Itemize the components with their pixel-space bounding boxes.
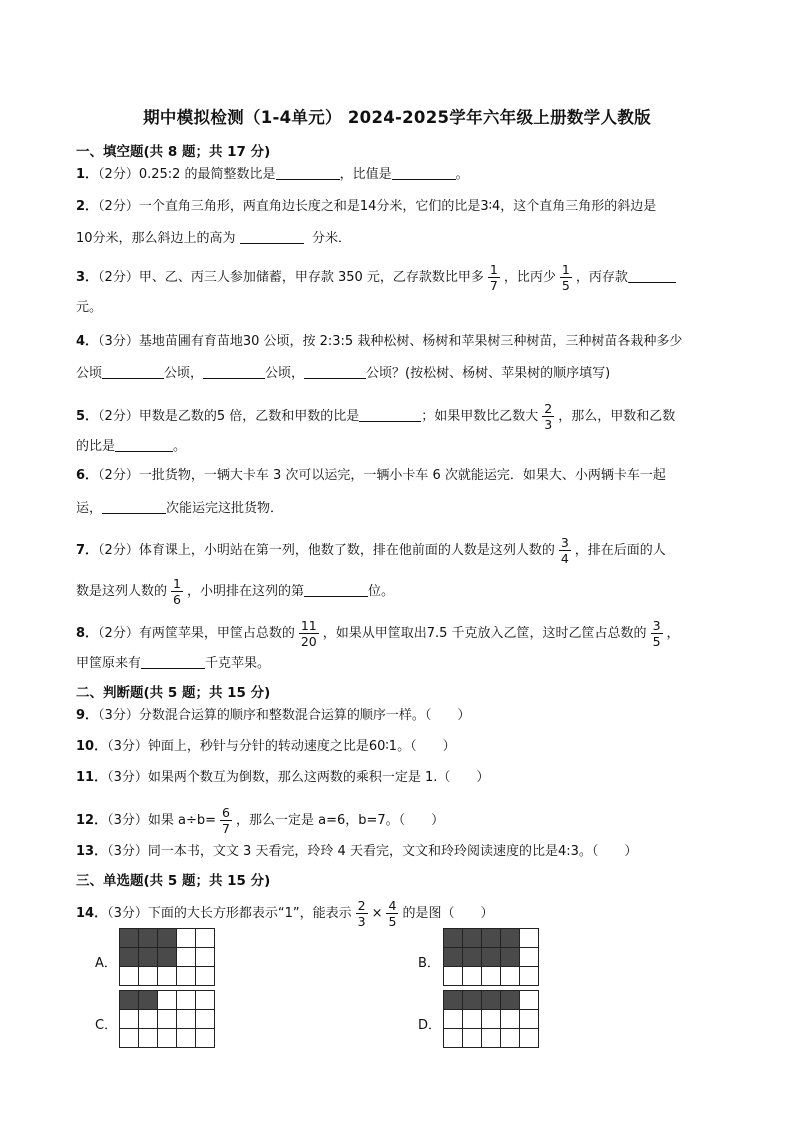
answer-blank[interactable] — [392, 165, 456, 180]
q-text: 甲数是乙数的5 倍，乙数和甲数的比是 — [138, 409, 360, 424]
denominator: 7 — [222, 821, 230, 836]
q-score: （2分） — [98, 468, 139, 483]
fraction — [651, 618, 663, 649]
q-text: ，那么，甲数和乙数 — [558, 409, 676, 424]
answer-blank[interactable] — [359, 407, 421, 422]
question-4 — [76, 333, 682, 351]
q-text: 元。 — [76, 300, 103, 315]
numerator: 11 — [300, 618, 317, 633]
question-12 — [76, 805, 444, 836]
option-d-grid[interactable] — [443, 990, 539, 1048]
q-text: 公顷？(按松树、杨树、苹果树的顺序填写) — [366, 366, 611, 381]
answer-blank[interactable] — [203, 364, 265, 379]
q-text: 运， — [76, 501, 103, 516]
numerator: 1 — [561, 262, 570, 277]
fraction — [488, 262, 500, 293]
numerator: 1 — [489, 262, 498, 277]
denominator: 3 — [357, 914, 366, 929]
q-score: （2分） — [98, 409, 139, 424]
q-text: ，比丙少 — [503, 270, 556, 285]
q-text: 一批货物，一辆大卡车 3 次可以运完，一辆小卡车 6 次就能运完．如果大、小两辆卡车一起 — [138, 468, 666, 483]
page-title: 期中模拟检测（1-4单元） 2024-2025学年六年级上册数学人教版 — [143, 108, 651, 127]
q-score: （3分） — [107, 906, 148, 921]
q-score: （3分） — [107, 770, 148, 785]
q-number: 2． — [76, 199, 99, 214]
q-number: 8． — [76, 626, 99, 641]
q-number: 12． — [76, 813, 108, 828]
denominator: 7 — [489, 278, 498, 293]
q-number: 4． — [76, 334, 99, 349]
q-number: 6． — [76, 468, 99, 483]
fraction — [299, 618, 319, 649]
q-text: 如果两个数互为倒数，那么这两数的乘积一定是 1.（ ） — [147, 770, 490, 785]
q-number: 9． — [76, 708, 99, 723]
q-text: 公顷， — [164, 366, 204, 381]
answer-blank[interactable] — [141, 654, 205, 669]
q-text: ，比值是 — [339, 167, 392, 182]
question-3-cont — [76, 299, 102, 317]
answer-blank[interactable] — [628, 268, 676, 283]
q-text: ，丙存款 — [575, 270, 628, 285]
q-text: 。 — [173, 439, 187, 454]
q-text: ，那么一定是 a=6，b=7。（ ） — [235, 813, 445, 828]
section-single-choice: 三、单选题(共 5 题；共 15 分) — [76, 873, 271, 889]
q-score: （2分） — [98, 167, 139, 182]
answer-blank[interactable] — [276, 165, 340, 180]
denominator: 4 — [560, 551, 569, 566]
q-text: 甲、乙、丙三人参加储蓄，甲存款 350 元，乙存款数比甲多 — [138, 270, 484, 285]
question-5 — [76, 401, 675, 432]
q-text: ；如果甲数比乙数大 — [421, 409, 539, 424]
option-d-label[interactable]: D． — [418, 1018, 442, 1033]
q-number: 10． — [76, 739, 108, 754]
q-text: 钟面上，秒针与分针的转动速度之比是60∶1。（ ） — [147, 739, 456, 754]
answer-blank[interactable] — [115, 437, 173, 452]
q-text: 下面的大长方形都表示“1”，能表示 — [147, 906, 352, 921]
fraction — [542, 401, 554, 432]
q-score: （2分） — [98, 270, 139, 285]
option-a-grid[interactable] — [119, 928, 215, 986]
numerator: 4 — [388, 898, 397, 913]
question-14 — [76, 898, 493, 929]
denominator: 5 — [652, 634, 661, 649]
question-13 — [76, 843, 637, 861]
answer-blank[interactable] — [240, 229, 304, 244]
denominator: 20 — [300, 634, 317, 649]
numerator: 2 — [357, 898, 366, 913]
question-2-cont — [76, 229, 351, 248]
q-score: （3分） — [107, 813, 148, 828]
q-text: 10分米，那么斜边上的高为 — [76, 231, 236, 246]
numerator: 3 — [560, 535, 569, 550]
q-text: 有两筐苹果，甲筐占总数的 — [138, 626, 295, 641]
q-text: ，小明排在这列的第 — [186, 584, 304, 599]
question-8 — [76, 618, 680, 649]
numerator: 3 — [652, 618, 661, 633]
question-5-cont — [76, 437, 186, 456]
question-9 — [76, 707, 470, 725]
q-text: 0.25:2 的最简整数比是 — [138, 167, 276, 182]
numerator: 2 — [544, 401, 553, 416]
option-b-grid[interactable] — [443, 928, 539, 986]
section-true-false: 二、判断题(共 5 题；共 15 分) — [76, 685, 271, 701]
fraction — [356, 898, 368, 929]
question-6-cont — [76, 499, 283, 518]
multiply-sign: × — [371, 906, 383, 921]
numerator: 6 — [222, 805, 230, 820]
q-text: 位。 — [367, 584, 394, 599]
question-7-cont — [76, 576, 394, 607]
q-text: 的是图（ ） — [402, 906, 494, 921]
answer-blank[interactable] — [102, 499, 166, 514]
denominator: 5 — [561, 278, 570, 293]
q-score: （3分） — [107, 739, 148, 754]
q-number: 11． — [76, 770, 108, 785]
q-number: 14． — [76, 906, 108, 921]
option-b-label[interactable]: B． — [418, 956, 440, 971]
option-c-grid[interactable] — [119, 990, 215, 1048]
q-text: ，排在后面的人 — [574, 543, 666, 558]
q-text: 数是这列人数的 — [76, 584, 168, 599]
q-text: 基地苗圃有育苗地30 公顷，按 2:3:5 栽种松树、杨树和苹果树三种树苗，三种树苗各栽种多少 — [138, 334, 683, 349]
q-text: 公顷， — [265, 366, 305, 381]
fraction — [386, 898, 398, 929]
option-a-label[interactable]: A． — [95, 956, 117, 971]
denominator: 6 — [173, 592, 181, 607]
q-text: 甲筐原来有 — [76, 656, 142, 671]
question-3 — [76, 262, 676, 293]
q-text: 公顷 — [76, 366, 103, 381]
question-2 — [76, 198, 656, 216]
fraction — [171, 576, 183, 607]
q-score: （3分） — [98, 334, 139, 349]
q-score: （2分） — [98, 543, 139, 558]
q-text: 分数混合运算的顺序和整数混合运算的顺序一样。（ ） — [138, 708, 471, 723]
q-number: 1． — [76, 167, 99, 182]
q-score: （2分） — [98, 626, 139, 641]
q-text: 千克苹果。 — [205, 656, 271, 671]
fraction — [220, 805, 232, 836]
q-score: （2分） — [98, 199, 139, 214]
q-text: 同一本书，文文 3 天看完，玲玲 4 天看完，文文和玲玲阅读速度的比是4:3。（ ） — [147, 844, 638, 859]
question-8-cont — [76, 654, 270, 673]
q-text: ， — [666, 626, 680, 641]
q-number: 5． — [76, 409, 99, 424]
q-text: 的比是 — [76, 439, 116, 454]
q-text: 。 — [455, 167, 469, 182]
q-text: 分米． — [311, 231, 351, 246]
answer-blank[interactable] — [304, 364, 366, 379]
denominator: 5 — [388, 914, 397, 929]
q-text: ，如果从甲筐取出7.5 千克放入乙筐，这时乙筐占总数的 — [322, 626, 647, 641]
denominator: 3 — [544, 417, 553, 432]
q-number: 13． — [76, 844, 108, 859]
answer-blank[interactable] — [304, 582, 368, 597]
q-text: 一个直角三角形，两直角边长度之和是14分米，它们的比是3∶4，这个直角三角形的斜边是 — [138, 199, 657, 214]
answer-blank[interactable] — [102, 364, 164, 379]
question-10 — [76, 738, 456, 756]
question-6 — [76, 467, 666, 485]
numerator: 1 — [173, 576, 181, 591]
fraction — [559, 535, 571, 566]
question-4-cont — [76, 364, 610, 383]
q-score: （3分） — [98, 708, 139, 723]
section-fill-in: 一、填空题(共 8 题；共 17 分) — [76, 144, 271, 160]
question-1 — [76, 165, 469, 184]
q-number: 3． — [76, 270, 99, 285]
q-text: 次能运完这批货物． — [166, 501, 284, 516]
question-7 — [76, 535, 666, 566]
q-number: 7． — [76, 543, 99, 558]
q-text: 如果 a÷b= — [147, 813, 217, 828]
question-11 — [76, 769, 489, 787]
fraction — [560, 262, 572, 293]
option-c-label[interactable]: C． — [95, 1018, 118, 1033]
q-score: （3分） — [107, 844, 148, 859]
q-text: 体育课上，小明站在第一列，他数了数，排在他前面的人数是这列人数的 — [138, 543, 555, 558]
